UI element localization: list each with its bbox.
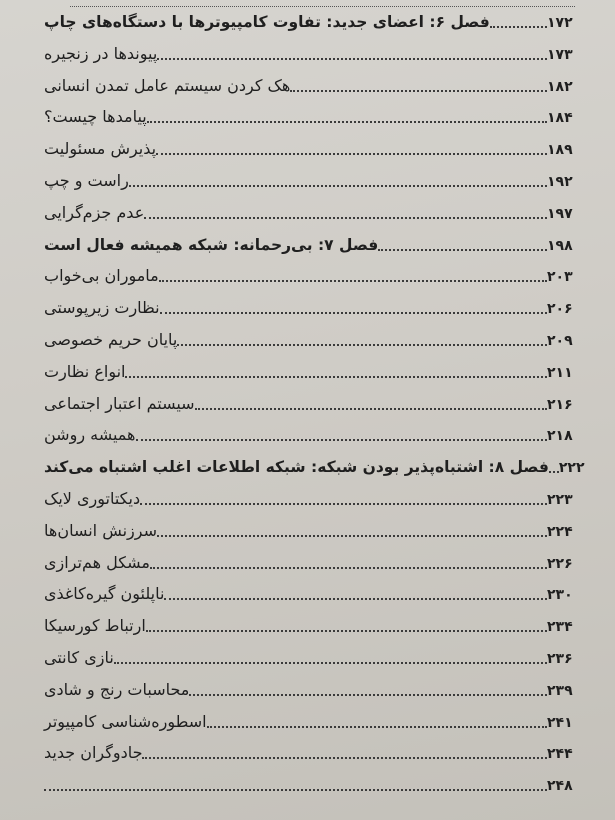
page-number: ۲۳۰ [547, 587, 573, 604]
dot-leader [142, 757, 547, 759]
chapter-title: فصل ۸: اشتباه‌پذیر بودن شبکه: شبکه اطلاعات اغلب اشتباه می‌کند [44, 458, 549, 477]
toc-row [38, 638, 593, 668]
dot-leader [156, 153, 547, 155]
dot-leader [195, 408, 547, 410]
dot-leader [549, 471, 559, 473]
toc-chapter-row [38, 2, 593, 32]
page-number: ۲۳۴ [547, 619, 573, 636]
page-number: ۱۸۲ [547, 78, 573, 95]
section-title: انواع نظارت [44, 361, 126, 381]
toc-row [38, 97, 593, 127]
page-number: ۱۸۴ [547, 110, 573, 127]
toc-row [38, 733, 593, 763]
toc-row [38, 320, 593, 350]
section-title: ماموران بی‌خواب [44, 266, 159, 286]
section-title: ارتباط کورسیکا [44, 616, 146, 636]
page-number: ۱۷۳ [547, 46, 573, 63]
section-title: سرزنش انسان‌ها [44, 520, 158, 540]
page-number: ۲۲۲ [558, 460, 585, 477]
page-number: ۲۰۶ [547, 301, 573, 318]
dot-leader [136, 439, 548, 441]
dot-leader [125, 376, 547, 378]
page-number: ۲۲۶ [547, 555, 573, 572]
dot-leader [157, 535, 547, 537]
page-number: ۲۱۶ [547, 396, 573, 413]
page-number: ۲۰۳ [547, 269, 573, 286]
dot-leader [160, 312, 547, 314]
page-number: ۲۴۸ [547, 778, 573, 795]
toc-row [38, 415, 593, 445]
toc-row [38, 34, 593, 64]
dot-leader [189, 694, 547, 696]
page-number: ۲۳۹ [547, 682, 573, 699]
toc-row [38, 288, 593, 318]
toc-chapter-row [38, 447, 593, 477]
dot-leader [150, 567, 547, 569]
section-title: ناپلئون گیره‌کاغذی [44, 584, 165, 604]
chapter-title: فصل ۶: اعضای جدید: تفاوت کامپیوترها با دستگاه‌های چاپ [44, 13, 490, 31]
toc-chapter-row [38, 225, 593, 255]
toc-row [38, 66, 593, 96]
toc-row [38, 256, 593, 286]
dot-leader [146, 630, 547, 632]
dot-leader [129, 185, 547, 187]
section-title: دیکتاتوری لایک [44, 489, 141, 508]
dot-leader [157, 58, 547, 60]
toc-row [38, 193, 593, 223]
section-title: جادوگران جدید [44, 743, 143, 763]
toc-row [38, 129, 593, 159]
dot-leader [290, 90, 547, 92]
toc-row [38, 543, 593, 573]
section-title: هک کردن سیستم عامل تمدن انسانی [44, 75, 291, 95]
page-number: ۲۱۱ [547, 364, 573, 381]
toc-row [38, 606, 593, 636]
section-title: پایان حریم خصوصی [44, 330, 178, 349]
section-title: پذیرش مسئولیت [44, 139, 157, 159]
section-title: محاسبات رنج و شادی [44, 679, 190, 699]
dot-leader [159, 280, 547, 282]
section-title: مشکل هم‌ترازی [44, 552, 150, 572]
page-number: ۱۹۲ [547, 174, 573, 190]
section-title: همیشه روشن [44, 425, 136, 445]
dot-leader [207, 726, 547, 728]
dot-leader [114, 662, 547, 664]
page-number: ۲۳۶ [547, 651, 573, 667]
section-title: اسطوره‌شناسی کامپیوتر [44, 711, 207, 731]
section-title: سیستم اعتبار اجتماعی [44, 393, 195, 413]
page-number: ۲۱۸ [547, 428, 573, 445]
toc-row [38, 479, 593, 509]
toc-row [38, 511, 593, 541]
toc-row [38, 384, 593, 414]
dot-leader [378, 249, 547, 251]
section-title: نازی کانتی [44, 648, 114, 667]
page-number: ۲۲۴ [547, 523, 573, 540]
page-number: ۲۴۴ [547, 746, 573, 763]
page-number: ۲۴۱ [547, 714, 573, 731]
toc-row [38, 161, 593, 191]
dot-leader [177, 344, 547, 346]
section-title: راست و چپ [44, 171, 129, 190]
page-number: ۲۲۳ [547, 492, 573, 508]
toc-row [38, 352, 593, 382]
dot-leader [144, 217, 547, 219]
page-number: ۱۹۷ [547, 205, 573, 222]
page-number: ۱۸۹ [547, 142, 573, 159]
dot-leader [44, 789, 547, 791]
section-title: پیوندها در زنجیره [44, 43, 158, 63]
chapter-title: فصل ۷: بی‌رحمانه: شبکه همیشه فعال است [44, 235, 379, 254]
dot-leader [490, 26, 547, 28]
section-title: عدم جزم‌گرایی [44, 202, 145, 222]
toc-row [38, 670, 593, 700]
section-title: پیامدها چیست؟ [44, 107, 147, 127]
page-number: ۲۰۹ [547, 333, 573, 349]
toc-row [38, 574, 593, 604]
page-number: ۱۹۸ [547, 237, 573, 254]
dot-leader [164, 598, 547, 600]
dot-leader [140, 503, 547, 505]
section-title: نظارت زیرپوستی [44, 298, 160, 318]
toc-row [38, 765, 593, 795]
toc-row [38, 702, 593, 732]
page-number: ۱۷۲ [547, 15, 573, 31]
dot-leader [147, 121, 547, 123]
